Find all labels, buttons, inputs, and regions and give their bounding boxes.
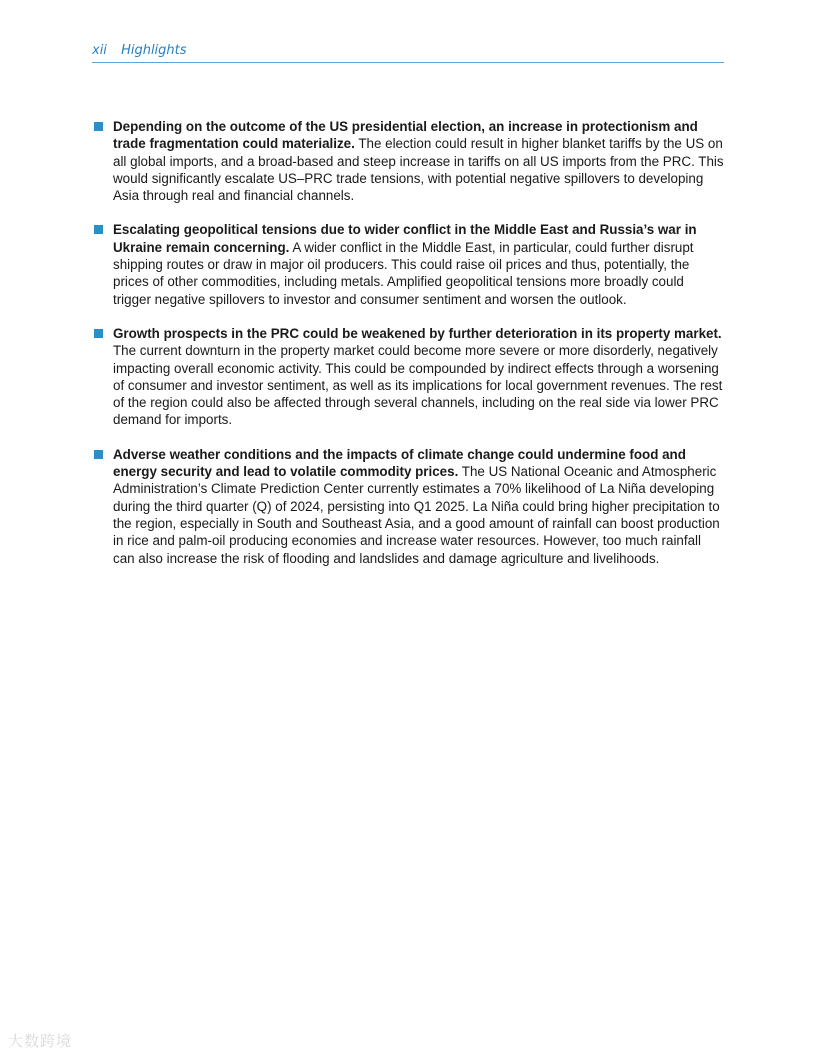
bullet-item: [94, 325, 724, 429]
square-bullet-icon: [94, 225, 103, 234]
section-title: Highlights: [121, 43, 187, 58]
bullet-body: The election could result in higher blanket tariffs by the US on all global imports, and a broad-based and steep increase in tariffs on all US imports from the PRC. This would significantly escalate US–PRC trade tensions, with potential negative spillovers to developing Asia through real and financial channels.: [113, 136, 724, 204]
bullet-lead: Escalating geopolitical tensions due to wider conflict in the Middle East and Russia’s war in Ukraine remain concerning.: [113, 222, 697, 255]
bullet-item: [94, 221, 724, 307]
square-bullet-icon: [94, 450, 103, 459]
square-bullet-icon: [94, 122, 103, 131]
square-bullet-icon: [94, 329, 103, 338]
bullet-item: [94, 118, 724, 204]
risk-bullet-list: [94, 118, 724, 584]
bullet-lead: Adverse weather conditions and the impacts of climate change could undermine food and energy security and lead to volatile commodity prices.: [113, 446, 686, 480]
watermark: 大数跨境: [8, 1032, 73, 1050]
bullet-body: The US National Oceanic and Atmospheric Administration’s Climate Prediction Center currently estimates a 70% likelihood of La Niña developing during the third quarter (Q) of 2024, persisting into Q1 2025. La Niña could bring higher precipitation to the region, especially in South and Southeast Asia, and a good amount of rainfall can boost production in rice and palm-oil producing economies and increase water resources. However, too much rainfall can also increase the risk of flooding and landslides and damage agriculture and livelihoods.: [113, 464, 720, 566]
page-number: xii: [92, 43, 107, 58]
bullet-lead: Depending on the outcome of the US presidential election, an increase in protectionism and trade fragmentation could materialize.: [113, 119, 698, 152]
running-header: [92, 42, 724, 63]
bullet-body: The current downturn in the property market could become more severe or more disorderly, negatively impacting overall economic activity. This could be compounded by indirect effects through a worsening of consumer and investor sentiment, as well as its implications for local government revenues. The rest of the region could also be affected through several channels, including on the real side via lower PRC demand for imports.: [113, 343, 723, 428]
bullet-lead: Growth prospects in the PRC could be weakened by further deterioration in its property market.: [113, 325, 722, 341]
bullet-item: [94, 446, 724, 567]
bullet-body: A wider conflict in the Middle East, in particular, could further disrupt shipping routes or draw in major oil producers. This could raise oil prices and thus, potentially, the prices of other commodities, including metals. Amplified geopolitical tensions more broadly could trigger negative spillovers to investor and consumer sentiment and worsen the outlook.: [113, 239, 694, 307]
